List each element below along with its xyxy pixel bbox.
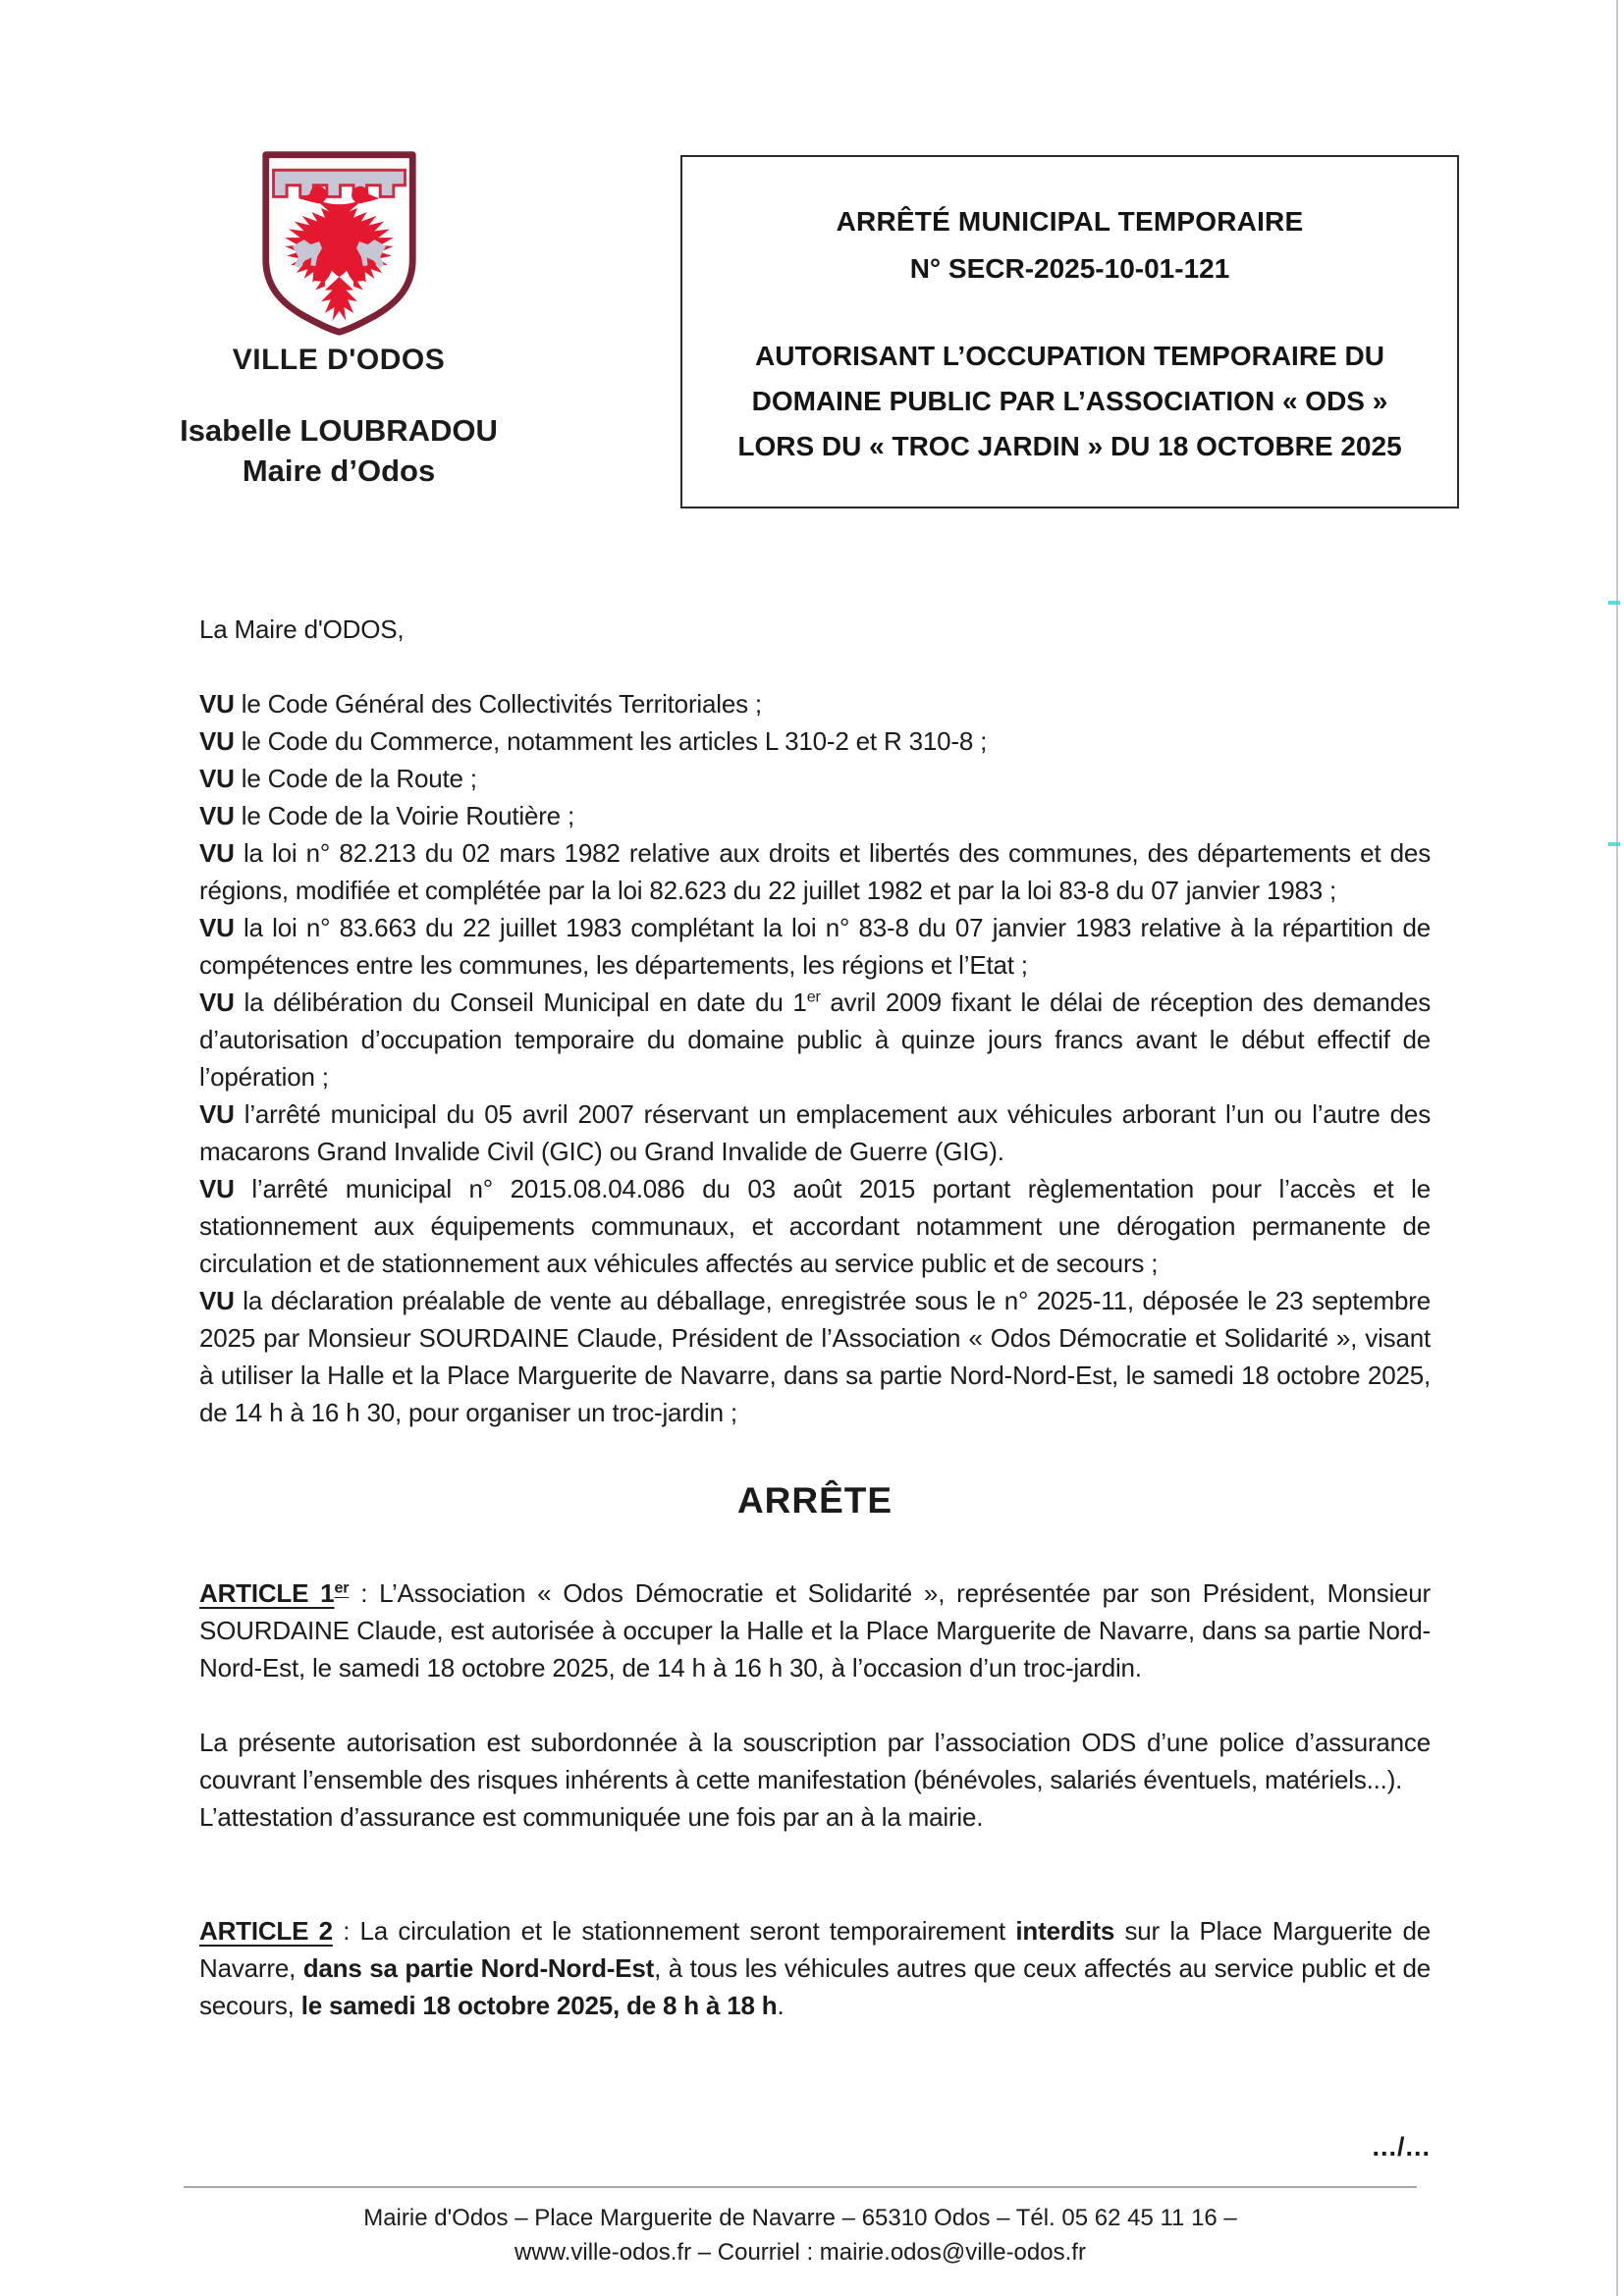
mayor-title: Maire d’Odos: [242, 454, 436, 488]
articles: [199, 1575, 1431, 2024]
continuation-mark: .../...: [1372, 2132, 1431, 2162]
title-box: [680, 155, 1459, 508]
scan-edge-line: [1616, 0, 1618, 2296]
scan-tick: [1608, 601, 1620, 605]
recital-paragraph: VU la délibération du Conseil Municipal en date du 1er avril 2009 fixant le délai de réception des demandes d’autorisation d’occupation temporaire du domaine public à quinze jours francs avant le début effectif de l’opération ;: [199, 988, 1431, 1092]
recital-paragraph: VU la loi n° 83.663 du 22 juillet 1983 complétant la loi n° 83-8 du 07 janvier 1983 relative à la répartition de compétences entre les communes, les départements, les régions et l’Etat ;: [199, 913, 1431, 980]
article-paragraph: ARTICLE 1er : L’Association « Odos Démocratie et Solidarité », représentée par son Président, Monsieur SOURDAINE Claude, est autorisée à occuper la Halle et la Place Marguerite de Navarre, dans sa partie Nord-Nord-Est, le samedi 18 octobre 2025, de 14 h à 16 h 30, à l’occasion d’un troc-jardin.: [199, 1578, 1431, 1682]
recital-paragraph: VU le Code du Commerce, notamment les articles L 310-2 et R 310-8 ;: [199, 726, 988, 756]
recital-paragraph: VU le Code de la Voirie Routière ;: [199, 801, 574, 830]
recitals: [199, 685, 1431, 1431]
coat-of-arms-icon: [258, 145, 420, 340]
article-paragraph: ARTICLE 2 : La circulation et le stationnement seront temporairement interdits sur la Place Marguerite de Navarre, dans sa partie Nord-Nord-Est, à tous les véhicules autres que ceux affectés au service public et de secours, le samedi 18 octobre 2025, de 8 h à 18 h.: [199, 1916, 1432, 2020]
recital-paragraph: VU le Code de la Route ;: [199, 764, 477, 793]
mayor-name: Isabelle LOUBRADOU: [180, 413, 498, 448]
recital-paragraph: VU l’arrêté municipal n° 2015.08.04.086 du 03 août 2015 portant règlementation pour l’accès et le stationnement aux équipements communaux, et accordant notamment une dérogation permanente de circulation et de stationnement aux véhicules affectés au service public et de secours ;: [199, 1174, 1431, 1278]
footer-address: Mairie d'Odos – Place Marguerite de Navarre – 65310 Odos – Tél. 05 62 45 11 16 –: [363, 2205, 1237, 2231]
document-body: [199, 611, 1431, 2024]
footer-divider: [184, 2186, 1417, 2188]
article-paragraph: L’attestation d’assurance est communiquée une fois par an à la mairie.: [199, 1802, 984, 1832]
decision-heading: ARRÊTE: [736, 1480, 893, 1521]
recital-paragraph: VU le Code Général des Collectivités Territoriales ;: [199, 689, 762, 719]
footer-contact: www.ville-odos.fr – Courriel : mairie.odos@ville-odos.fr: [514, 2239, 1086, 2266]
header-left: [147, 145, 530, 491]
city-label: VILLE D'ODOS: [232, 344, 446, 376]
recital-paragraph: VU la déclaration préalable de vente au déballage, enregistrée sous le n° 2025-11, déposée le 23 septembre 2025 par Monsieur SOURDAINE Claude, Président de l’Association « Odos Démocratie et Solidarité », visant à utiliser la Halle et la Place Marguerite de Navarre, dans sa partie Nord-Nord-Est, le samedi 18 octobre 2025, de 14 h à 16 h 30, pour organiser un troc-jardin ;: [199, 1286, 1431, 1427]
footer: [184, 2201, 1417, 2269]
doc-type: ARRÊTÉ MUNICIPAL TEMPORAIRE: [836, 206, 1304, 237]
doc-subject: AUTORISANT L’OCCUPATION TEMPORAIRE DU DOMAINE PUBLIC PAR L’ASSOCIATION « ODS » LORS DU « TROC JARDIN » DU 18 OCTOBRE 2025: [737, 341, 1402, 461]
doc-number: N° SECR-2025-10-01-121: [909, 253, 1230, 284]
recital-paragraph: VU l’arrêté municipal du 05 avril 2007 réservant un emplacement aux véhicules arborant l’un ou l’autre des macarons Grand Invalide Civil (GIC) ou Grand Invalide de Guerre (GIG).: [199, 1099, 1431, 1166]
mayor-block: [147, 410, 530, 491]
scan-tick: [1608, 842, 1620, 846]
article-paragraph: La présente autorisation est subordonnée à la souscription par l’association ODS d’une police d’assurance couvrant l’ensemble des risques inhérents à cette manifestation (bénévoles, salariés éventuels, matériels...).: [199, 1728, 1431, 1794]
salutation: La Maire d'ODOS,: [199, 614, 405, 644]
recital-paragraph: VU la loi n° 82.213 du 02 mars 1982 relative aux droits et libertés des communes, des départements et des régions, modifiée et complétée par la loi 82.623 du 22 juillet 1982 et par la loi 83-8 du 07 janvier 1983 ;: [199, 838, 1431, 905]
